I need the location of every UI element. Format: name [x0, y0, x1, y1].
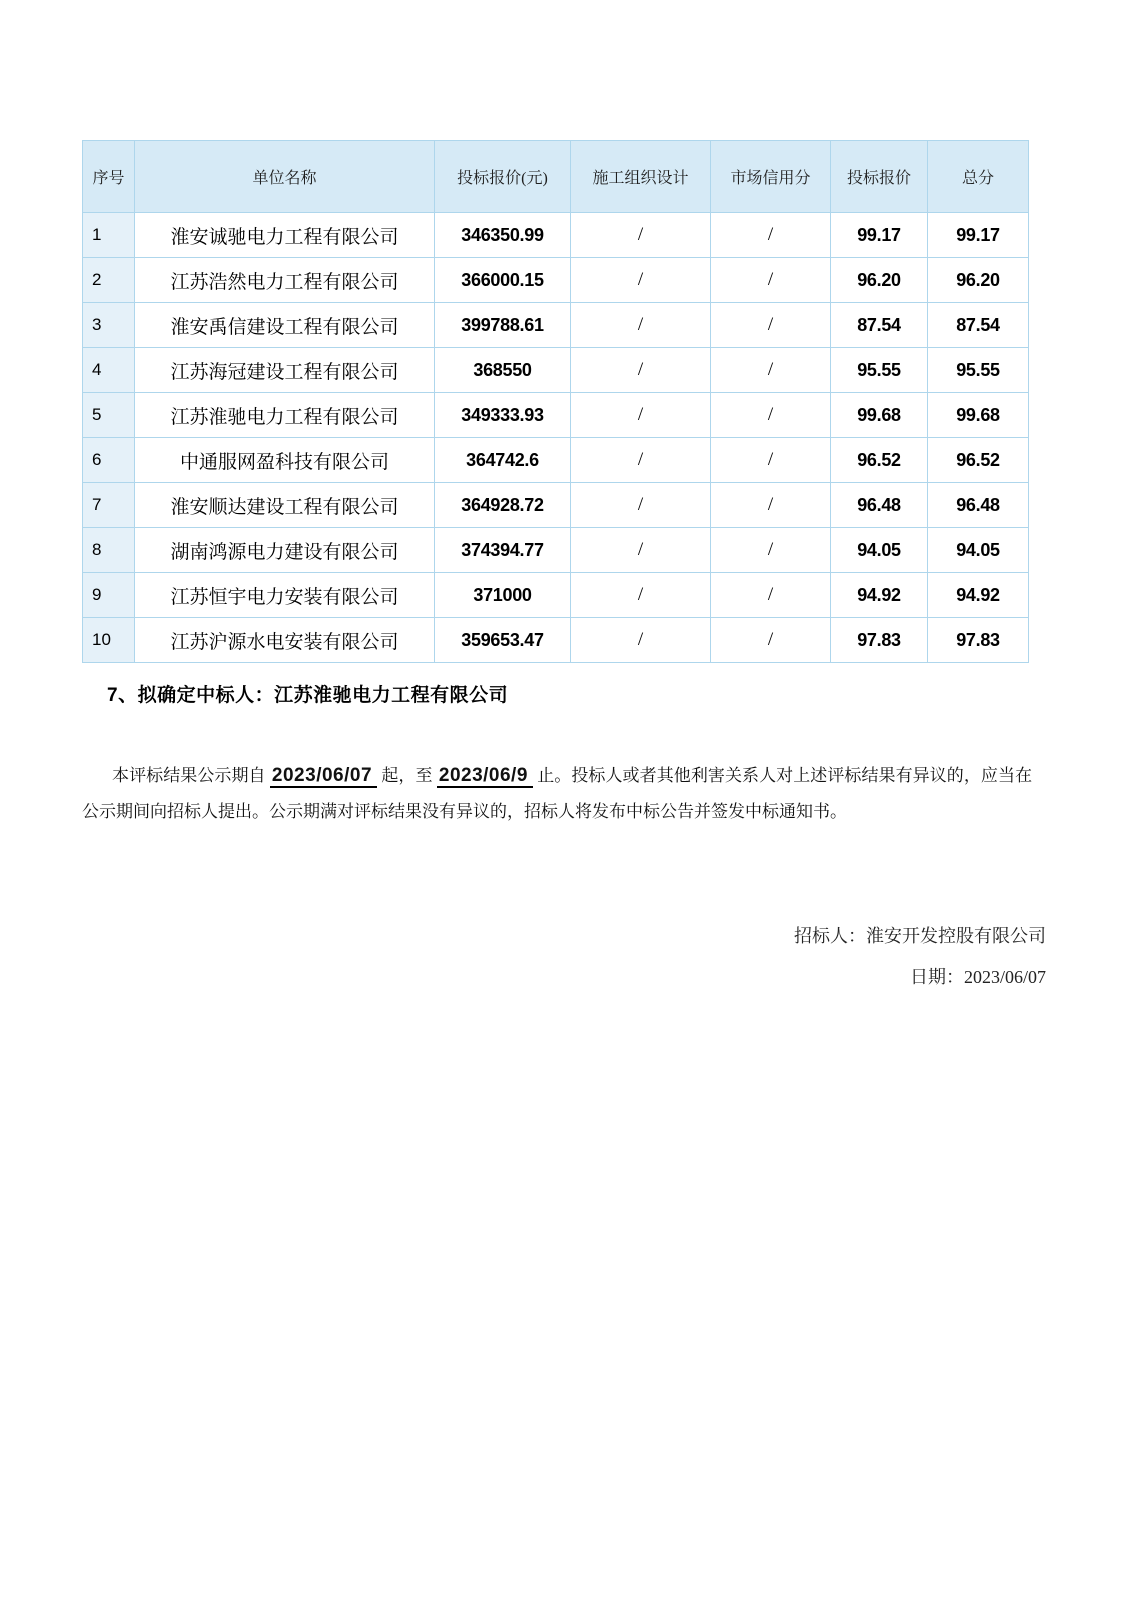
signature-date: 日期：2023/06/07	[909, 967, 1046, 987]
total-score-cell: 96.20	[928, 258, 1029, 303]
market-credit-cell: /	[711, 213, 831, 258]
bid-price-cell: 371000	[435, 573, 571, 618]
company-name-cell: 江苏沪源水电安装有限公司	[135, 618, 435, 663]
company-name-cell: 淮安诚驰电力工程有限公司	[135, 213, 435, 258]
table-row	[83, 213, 1029, 258]
table-body	[83, 213, 1029, 663]
construction-design-cell: /	[571, 258, 711, 303]
total-score-cell: 99.68	[928, 393, 1029, 438]
table-row	[83, 438, 1029, 483]
col-header-company: 单位名称	[135, 141, 435, 213]
table-row	[83, 393, 1029, 438]
evaluation-results-table	[82, 140, 1029, 663]
construction-design-cell: /	[571, 213, 711, 258]
bid-price-cell: 349333.93	[435, 393, 571, 438]
table-row	[83, 483, 1029, 528]
total-score-cell: 95.55	[928, 348, 1029, 393]
col-header-index: 序号	[83, 141, 135, 213]
bid-price-score-cell: 99.17	[831, 213, 928, 258]
construction-design-cell: /	[571, 528, 711, 573]
col-header-bid-price: 投标报价(元)	[435, 141, 571, 213]
market-credit-cell: /	[711, 573, 831, 618]
bidder-signature: 招标人：淮安开发控股有限公司	[794, 926, 1046, 946]
market-credit-cell: /	[711, 393, 831, 438]
market-credit-cell: /	[711, 438, 831, 483]
table-row	[83, 303, 1029, 348]
construction-design-cell: /	[571, 483, 711, 528]
table-row	[83, 618, 1029, 663]
company-name-cell: 江苏浩然电力工程有限公司	[135, 258, 435, 303]
construction-design-cell: /	[571, 573, 711, 618]
notice-text-3: 止。投标人或者其他利害关系人对上述评标结果有异议的，应当在公示期间向招标人提出。公示期满对评标结果没有异议的，招标人将发布中标公告并签发中标通知书。	[82, 766, 1033, 821]
publicity-end-date: 2023/06/9	[437, 765, 533, 788]
row-index-cell: 2	[83, 258, 135, 303]
construction-design-cell: /	[571, 438, 711, 483]
col-header-total-score: 总分	[928, 141, 1029, 213]
bid-price-cell: 359653.47	[435, 618, 571, 663]
construction-design-cell: /	[571, 303, 711, 348]
bid-price-score-cell: 87.54	[831, 303, 928, 348]
company-name-cell: 中通服网盈科技有限公司	[135, 438, 435, 483]
publicity-start-date: 2023/06/07	[270, 765, 377, 788]
signature-block	[82, 922, 1046, 991]
row-index-cell: 5	[83, 393, 135, 438]
row-index-cell: 9	[83, 573, 135, 618]
bid-price-score-cell: 96.52	[831, 438, 928, 483]
total-score-cell: 94.05	[928, 528, 1029, 573]
bid-price-score-cell: 96.20	[831, 258, 928, 303]
bid-price-cell: 366000.15	[435, 258, 571, 303]
table-header-row	[83, 141, 1029, 213]
market-credit-cell: /	[711, 483, 831, 528]
row-index-cell: 10	[83, 618, 135, 663]
bid-price-cell: 364742.6	[435, 438, 571, 483]
company-name-cell: 江苏恒宇电力安装有限公司	[135, 573, 435, 618]
row-index-cell: 8	[83, 528, 135, 573]
table-row	[83, 348, 1029, 393]
bid-price-cell: 368550	[435, 348, 571, 393]
notice-text-1: 本评标结果公示期自	[112, 766, 266, 785]
bid-price-cell: 346350.99	[435, 213, 571, 258]
col-header-construction-design: 施工组织设计	[571, 141, 711, 213]
total-score-cell: 99.17	[928, 213, 1029, 258]
table-row	[83, 528, 1029, 573]
bid-price-cell: 364928.72	[435, 483, 571, 528]
company-name-cell: 淮安禹信建设工程有限公司	[135, 303, 435, 348]
construction-design-cell: /	[571, 393, 711, 438]
market-credit-cell: /	[711, 528, 831, 573]
bid-price-score-cell: 94.92	[831, 573, 928, 618]
total-score-cell: 87.54	[928, 303, 1029, 348]
company-name-cell: 江苏淮驰电力工程有限公司	[135, 393, 435, 438]
notice-text-2: 起，至	[381, 766, 433, 785]
construction-design-cell: /	[571, 348, 711, 393]
company-name-cell: 江苏海冠建设工程有限公司	[135, 348, 435, 393]
bid-price-score-cell: 97.83	[831, 618, 928, 663]
company-name-cell: 湖南鸿源电力建设有限公司	[135, 528, 435, 573]
evaluation-results-table-wrap	[82, 140, 1028, 663]
bid-price-score-cell: 94.05	[831, 528, 928, 573]
row-index-cell: 1	[83, 213, 135, 258]
section-7-heading: 7、拟确定中标人：江苏淮驰电力工程有限公司	[107, 685, 509, 706]
row-index-cell: 7	[83, 483, 135, 528]
bid-price-cell: 374394.77	[435, 528, 571, 573]
table-row	[83, 573, 1029, 618]
col-header-market-credit: 市场信用分	[711, 141, 831, 213]
table-row	[83, 258, 1029, 303]
row-index-cell: 6	[83, 438, 135, 483]
row-index-cell: 3	[83, 303, 135, 348]
total-score-cell: 97.83	[928, 618, 1029, 663]
total-score-cell: 96.52	[928, 438, 1029, 483]
bid-price-cell: 399788.61	[435, 303, 571, 348]
company-name-cell: 淮安顺达建设工程有限公司	[135, 483, 435, 528]
market-credit-cell: /	[711, 258, 831, 303]
total-score-cell: 94.92	[928, 573, 1029, 618]
bid-price-score-cell: 96.48	[831, 483, 928, 528]
market-credit-cell: /	[711, 348, 831, 393]
bid-price-score-cell: 95.55	[831, 348, 928, 393]
bid-price-score-cell: 99.68	[831, 393, 928, 438]
row-index-cell: 4	[83, 348, 135, 393]
notice-paragraph	[82, 758, 1032, 830]
construction-design-cell: /	[571, 618, 711, 663]
total-score-cell: 96.48	[928, 483, 1029, 528]
col-header-bid-price-score: 投标报价	[831, 141, 928, 213]
market-credit-cell: /	[711, 303, 831, 348]
market-credit-cell: /	[711, 618, 831, 663]
